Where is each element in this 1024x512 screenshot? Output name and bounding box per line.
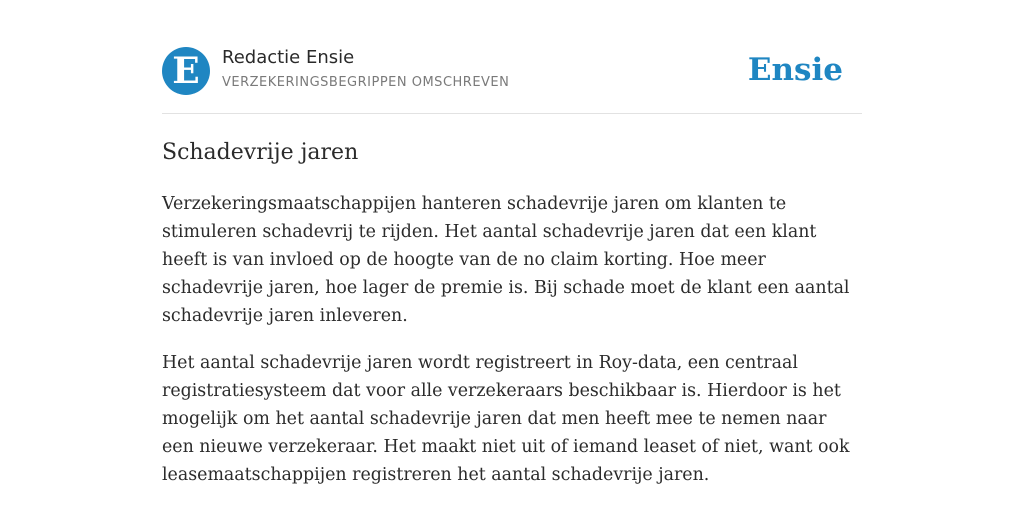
article-paragraph: Het aantal schadevrije jaren wordt registreert in Roy-data, een centraal registratiesysteem dat voor alle verzekeraars beschikbaar is. Hierdoor is het mogelijk om het aantal schadevrije jaren dat men heeft mee te nemen naar een nieuwe verzekeraar. Het maakt niet uit of iemand leaset of niet, want ook leasemaatschappijen registreren het aantal schadevrije jaren. (162, 353, 850, 485)
article-paragraph: Verzekeringsmaatschappijen hanteren schadevrije jaren om klanten te stimuleren schadevrij te rijden. Het aantal schadevrije jaren dat een klant heeft is van invloed op de hoogte van de no claim korting. Hoe meer schadevrije jaren, hoe lager de premie is. Bij schade moet de klant een aantal schadevrije jaren inleveren. (162, 194, 850, 326)
author-avatar[interactable]: E (162, 47, 210, 95)
article-body (162, 190, 882, 508)
author-subtitle: VERZEKERINGSBEGRIPPEN OMSCHREVEN (222, 75, 510, 90)
header (162, 46, 862, 96)
header-divider (162, 113, 862, 114)
article-title: Schadevrije jaren (162, 140, 359, 165)
author-name[interactable]: Redactie Ensie (222, 47, 355, 68)
brand-logo[interactable]: Ensie (747, 52, 843, 88)
